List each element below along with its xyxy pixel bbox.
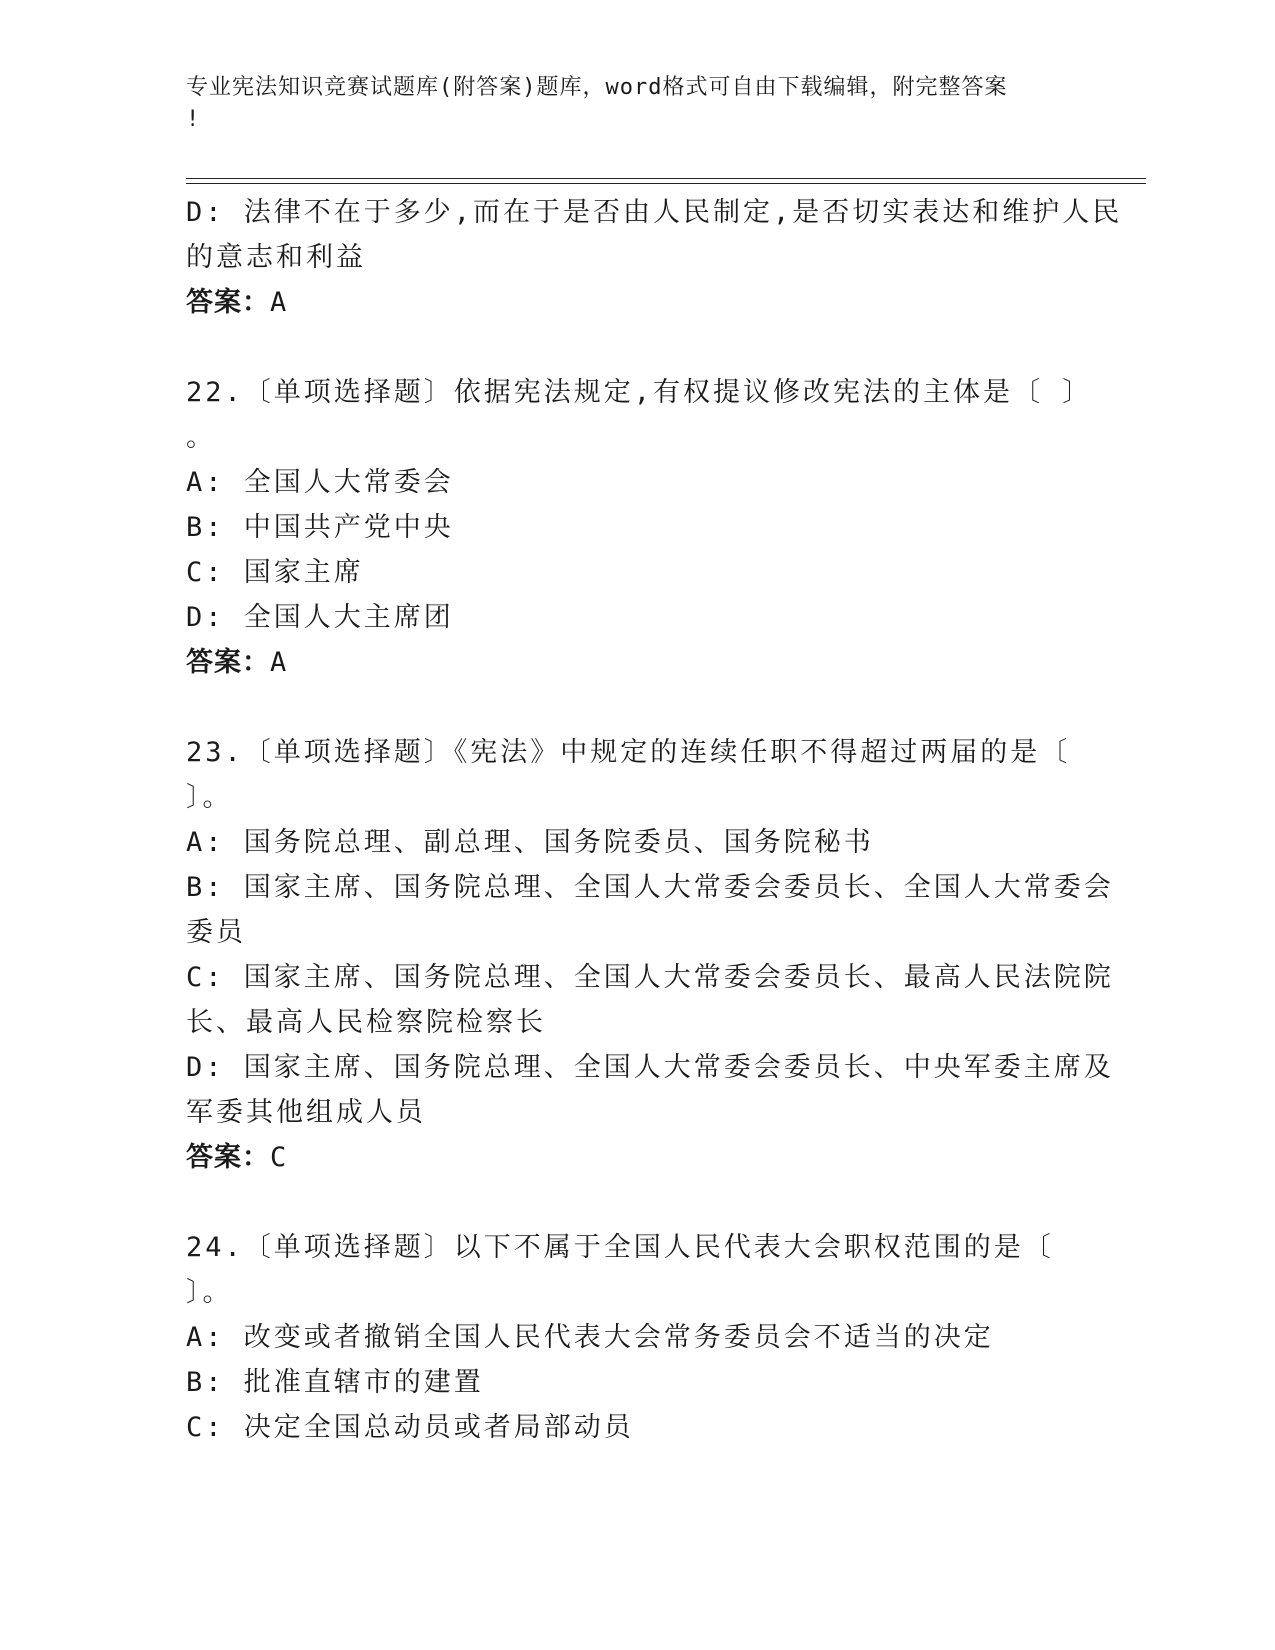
spacer <box>186 325 1086 370</box>
answer-label: 答案： <box>186 647 270 678</box>
option-d: D: 国家主席、国务院总理、全国人大常委会委员长、中央军委主席及 <box>186 1052 1114 1083</box>
option-a: A: 全国人大常委会 <box>186 467 454 498</box>
question-stem-continued: 。 <box>186 422 216 453</box>
answer-line <box>186 1135 1086 1180</box>
page-header <box>186 72 1086 136</box>
option-c: C: 国家主席 <box>186 557 364 588</box>
option-c-continued: 长、最高人民检察院检察长 <box>186 1007 546 1038</box>
document-body <box>186 190 1123 1450</box>
header-divider-top <box>186 178 1146 179</box>
answer-line <box>186 640 1086 685</box>
answer-value: C <box>270 1142 290 1173</box>
question-stem-continued: 〕。 <box>186 782 233 813</box>
question-stem: 22.〔单项选择题〕依据宪法规定,有权提议修改宪法的主体是〔 〕 <box>186 377 1093 408</box>
header-title: 专业宪法知识竞赛试题库(附答案)题库，word格式可自由下载编辑，附完整答案 <box>186 75 1008 100</box>
header-title-continued: ! <box>186 107 201 132</box>
answer-line <box>186 280 1086 325</box>
answer-label: 答案： <box>186 1142 270 1173</box>
answer-value: A <box>270 647 290 678</box>
option-a: A: 改变或者撤销全国人民代表大会常务委员会不适当的决定 <box>186 1322 994 1353</box>
option-d-line1: D: 法律不在于多少,而在于是否由人民制定,是否切实表达和维护人民 <box>186 197 1123 228</box>
option-b: B: 国家主席、国务院总理、全国人大常委会委员长、全国人大常委会 <box>186 872 1114 903</box>
option-c: C: 决定全国总动员或者局部动员 <box>186 1412 634 1443</box>
question-21-fragment <box>186 190 1123 325</box>
question-stem: 23.〔单项选择题〕《宪法》中规定的连续任职不得超过两届的是〔 <box>186 737 1071 768</box>
header-divider-bottom <box>186 183 1146 184</box>
answer-label: 答案： <box>186 287 270 318</box>
option-b-continued: 委员 <box>186 917 246 948</box>
question-stem: 24.〔单项选择题〕以下不属于全国人民代表大会职权范围的是〔 <box>186 1232 1054 1263</box>
option-b: B: 批准直辖市的建置 <box>186 1367 484 1398</box>
answer-value: A <box>270 287 290 318</box>
option-d-continued: 军委其他组成人员 <box>186 1097 426 1128</box>
question-24 <box>186 1225 1086 1450</box>
question-stem-continued: 〕。 <box>186 1277 233 1308</box>
option-d: D: 全国人大主席团 <box>186 602 454 633</box>
option-b: B: 中国共产党中央 <box>186 512 454 543</box>
spacer <box>186 1180 1086 1225</box>
question-23 <box>186 730 1114 1180</box>
question-22 <box>186 370 1093 685</box>
option-d-line2: 的意志和利益 <box>186 242 366 273</box>
option-a: A: 国务院总理、副总理、国务院委员、国务院秘书 <box>186 827 874 858</box>
spacer <box>186 685 1086 730</box>
option-c: C: 国家主席、国务院总理、全国人大常委会委员长、最高人民法院院 <box>186 962 1114 993</box>
